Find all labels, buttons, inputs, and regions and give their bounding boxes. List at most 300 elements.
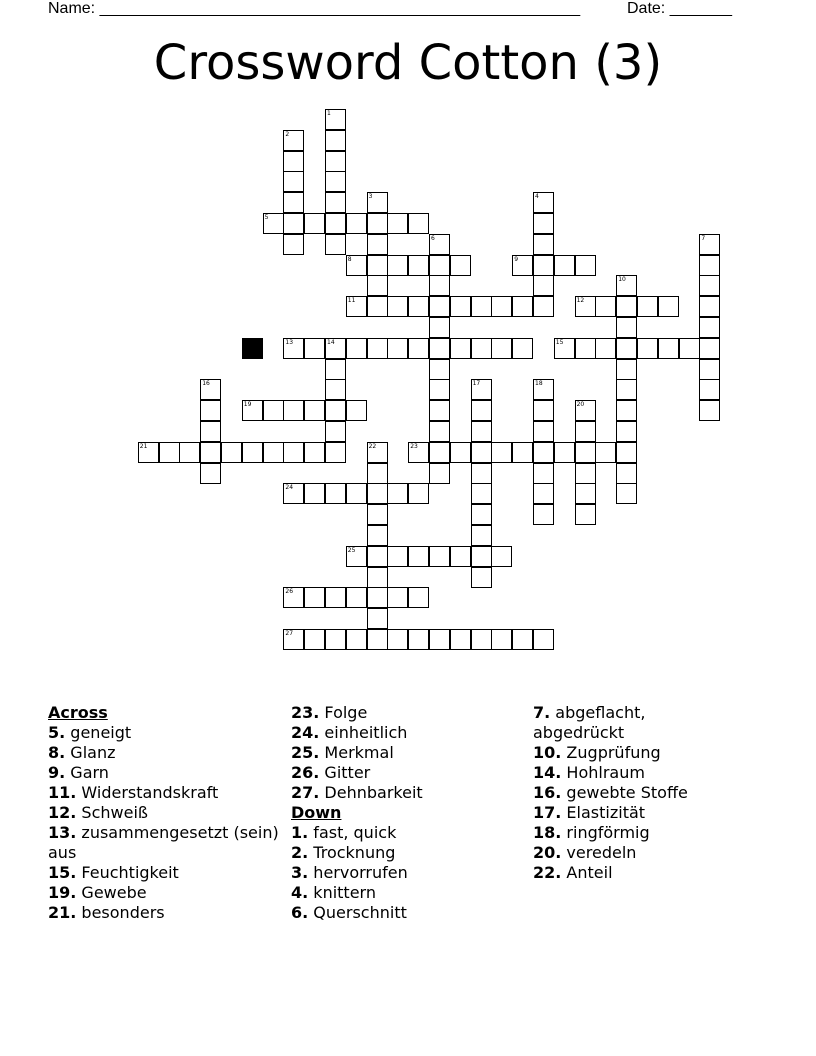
grid-cell[interactable]: [575, 400, 596, 421]
grid-cell[interactable]: [512, 255, 533, 276]
clue-number: 26: [285, 588, 294, 596]
grid-cell[interactable]: [450, 629, 471, 650]
grid-cell[interactable]: [283, 213, 304, 234]
grid-cell[interactable]: [471, 296, 492, 317]
grid-cell[interactable]: [429, 317, 450, 338]
clue-number: 19: [243, 401, 252, 409]
grid-cell[interactable]: [304, 629, 325, 650]
clue-item-text: zusammengesetzt (sein) aus: [48, 823, 279, 862]
grid-cell[interactable]: [408, 483, 429, 504]
grid-cell[interactable]: [387, 213, 408, 234]
clue-item-number: 5.: [48, 723, 66, 742]
clue-number: 27: [285, 630, 294, 637]
grid-cell[interactable]: [575, 338, 596, 359]
name-field-label: Name: ______________________________________________________: [48, 0, 581, 17]
clue-number: 2: [285, 130, 290, 138]
clue-item-number: 4.: [291, 883, 309, 902]
clue-item-text: geneigt: [65, 723, 132, 742]
clue-item: [48, 903, 288, 923]
grid-cell[interactable]: [491, 296, 512, 317]
clue-item: [533, 703, 733, 743]
grid-cell[interactable]: [387, 296, 408, 317]
grid-cell[interactable]: [387, 546, 408, 567]
grid-cell[interactable]: [367, 546, 388, 567]
clue-heading: Across: [48, 703, 108, 722]
grid-cell[interactable]: [471, 567, 492, 588]
clue-item-text: gewebte Stoffe: [561, 783, 688, 802]
grid-cell[interactable]: [283, 587, 304, 608]
clue-item-number: 26.: [291, 763, 320, 782]
clue-item-text: Trocknung: [308, 843, 396, 862]
grid-cell[interactable]: [429, 463, 450, 484]
grid-cell[interactable]: [491, 629, 512, 650]
clue-item: [533, 863, 733, 883]
grid-cell[interactable]: [533, 234, 554, 255]
grid-cell[interactable]: [658, 296, 679, 317]
grid-cell[interactable]: [367, 296, 388, 317]
grid-cell[interactable]: [471, 400, 492, 421]
clue-item-number: 20.: [533, 843, 562, 862]
grid-cell[interactable]: [471, 483, 492, 504]
clue-item-number: 24.: [291, 723, 320, 742]
grid-cell[interactable]: [616, 400, 637, 421]
clue-item: [533, 743, 733, 763]
grid-cell[interactable]: [554, 442, 575, 463]
grid-cell[interactable]: [367, 192, 388, 213]
grid-cell[interactable]: [367, 483, 388, 504]
grid-cell[interactable]: [699, 379, 720, 400]
clue-number: 24: [285, 484, 294, 492]
clue-number: 22: [368, 442, 377, 450]
clue-item: [48, 783, 288, 803]
clue-item-number: 7.: [533, 703, 551, 722]
clue-item: [291, 823, 531, 843]
grid-cell[interactable]: [325, 421, 346, 442]
clue-item: [533, 823, 733, 843]
clue-number: 18: [535, 380, 543, 388]
grid-cell[interactable]: [471, 504, 492, 525]
grid-cell[interactable]: [346, 255, 367, 276]
clue-item: [48, 743, 288, 763]
grid-cell[interactable]: [595, 338, 616, 359]
clue-number: 12: [576, 297, 585, 305]
grid-cell[interactable]: [325, 338, 346, 359]
grid-cell[interactable]: [325, 171, 346, 192]
grid-cell[interactable]: [491, 546, 512, 567]
clue-number: 4: [535, 193, 539, 201]
grid-cell[interactable]: [471, 525, 492, 546]
grid-cell[interactable]: [512, 338, 533, 359]
date-field-label: Date: _______: [627, 0, 732, 17]
grid-cell[interactable]: [325, 629, 346, 650]
grid-cell[interactable]: [263, 400, 284, 421]
grid-cell[interactable]: [450, 442, 471, 463]
grid-cell[interactable]: [367, 255, 388, 276]
grid-cell[interactable]: [263, 213, 284, 234]
grid-cell[interactable]: [242, 442, 263, 463]
clue-number: 11: [347, 297, 356, 305]
grid-cell[interactable]: [533, 213, 554, 234]
grid-cell[interactable]: [408, 296, 429, 317]
grid-cell[interactable]: [200, 421, 221, 442]
clue-item: [48, 723, 288, 743]
grid-cell[interactable]: [429, 629, 450, 650]
grid-cell[interactable]: [367, 442, 388, 463]
grid-cell[interactable]: [575, 442, 596, 463]
grid-cell[interactable]: [575, 463, 596, 484]
clue-item-number: 9.: [48, 763, 66, 782]
grid-cell[interactable]: [325, 379, 346, 400]
clue-item-number: 23.: [291, 703, 320, 722]
grid-cell[interactable]: [699, 255, 720, 276]
clue-item-text: Feuchtigkeit: [76, 863, 179, 882]
clue-item: [533, 783, 733, 803]
grid-cell[interactable]: [450, 546, 471, 567]
page-title: Crossword Cotton (3): [153, 35, 663, 91]
clue-item-text: hervorrufen: [308, 863, 408, 882]
grid-cell[interactable]: [533, 442, 554, 463]
clue-item-number: 11.: [48, 783, 77, 802]
grid-cell[interactable]: [200, 442, 221, 463]
grid-cell[interactable]: [283, 171, 304, 192]
grid-cell[interactable]: [533, 400, 554, 421]
grid-cell[interactable]: [367, 213, 388, 234]
clue-number: 6: [431, 234, 435, 242]
clue-item-number: 19.: [48, 883, 77, 902]
grid-cell[interactable]: [471, 463, 492, 484]
clue-column-1: [48, 703, 288, 923]
clue-item-number: 8.: [48, 743, 66, 762]
grid-cell[interactable]: [408, 629, 429, 650]
grid-cell[interactable]: [367, 525, 388, 546]
clue-item-number: 13.: [48, 823, 77, 842]
clue-item-number: 1.: [291, 823, 309, 842]
grid-cell[interactable]: [699, 234, 720, 255]
grid-cell[interactable]: [325, 483, 346, 504]
grid-cell[interactable]: [595, 296, 616, 317]
grid-cell[interactable]: [616, 275, 637, 296]
clue-item-text: Merkmal: [319, 743, 394, 762]
clue-number: 25: [347, 546, 356, 554]
clue-number: 13: [285, 338, 294, 346]
clue-number: 17: [472, 380, 481, 388]
grid-cell[interactable]: [387, 629, 408, 650]
grid-cell[interactable]: [408, 338, 429, 359]
grid-cell[interactable]: [429, 296, 450, 317]
grid-cell[interactable]: [159, 442, 180, 463]
clue-item-text: einheitlich: [319, 723, 408, 742]
grid-cell[interactable]: [533, 275, 554, 296]
grid-cell[interactable]: [408, 587, 429, 608]
clue-number: 16: [202, 380, 210, 388]
clue-item: [48, 863, 288, 883]
clue-item: [533, 763, 733, 783]
clue-item: [291, 703, 531, 723]
grid-cell[interactable]: [554, 255, 575, 276]
clue-item: [48, 823, 288, 863]
clue-number: 10: [618, 276, 626, 284]
grid-cell[interactable]: [283, 442, 304, 463]
grid-cell[interactable]: [616, 463, 637, 484]
grid-cell[interactable]: [679, 338, 700, 359]
grid-cell[interactable]: [512, 629, 533, 650]
clue-number: 3: [368, 193, 373, 201]
clue-item: [48, 763, 288, 783]
grid-cell[interactable]: [346, 338, 367, 359]
grid-cell[interactable]: [450, 338, 471, 359]
grid-cell[interactable]: [699, 400, 720, 421]
clue-item-number: 10.: [533, 743, 562, 762]
clue-item-text: Garn: [65, 763, 109, 782]
clue-item-number: 18.: [533, 823, 562, 842]
grid-cell[interactable]: [616, 359, 637, 380]
clue-number: 23: [410, 442, 418, 450]
grid-cell[interactable]: [616, 296, 637, 317]
grid-cell[interactable]: [575, 483, 596, 504]
clue-number: 5: [264, 214, 269, 221]
clue-item-number: 14.: [533, 763, 562, 782]
clue-item: [291, 763, 531, 783]
grid-cell[interactable]: [450, 296, 471, 317]
grid-cell[interactable]: [221, 442, 242, 463]
clue-item-number: 21.: [48, 903, 77, 922]
grid-cell[interactable]: [533, 629, 554, 650]
grid-cell[interactable]: [491, 442, 512, 463]
clue-item-text: veredeln: [561, 843, 637, 862]
grid-cell[interactable]: [200, 463, 221, 484]
grid-cell[interactable]: [367, 629, 388, 650]
grid-cell[interactable]: [346, 483, 367, 504]
grid-cell[interactable]: [325, 359, 346, 380]
grid-cell[interactable]: [367, 567, 388, 588]
grid-cell[interactable]: [367, 234, 388, 255]
grid-cell[interactable]: [699, 275, 720, 296]
grid-cell[interactable]: [699, 359, 720, 380]
grid-cell[interactable]: [304, 338, 325, 359]
grid-cell[interactable]: [533, 379, 554, 400]
clue-item-text: besonders: [76, 903, 165, 922]
grid-cell[interactable]: [429, 255, 450, 276]
grid-cell[interactable]: [616, 338, 637, 359]
grid-cell[interactable]: [533, 255, 554, 276]
grid-cell[interactable]: [304, 587, 325, 608]
clue-heading: Down: [291, 803, 342, 822]
clue-item: [533, 803, 733, 823]
grid-cell[interactable]: [283, 130, 304, 151]
grid-cell[interactable]: [304, 442, 325, 463]
grid-cell[interactable]: [367, 463, 388, 484]
grid-cell[interactable]: [471, 379, 492, 400]
clue-column-2: [291, 703, 531, 923]
grid-cell[interactable]: [616, 421, 637, 442]
clue-item-text: fast, quick: [308, 823, 397, 842]
grid-cell[interactable]: [533, 463, 554, 484]
clue-number: 9: [514, 255, 519, 263]
grid-cell[interactable]: [595, 442, 616, 463]
grid-cell[interactable]: [283, 338, 304, 359]
clue-item: [291, 863, 531, 883]
grid-cell[interactable]: [533, 192, 554, 213]
clue-item: [48, 803, 288, 823]
grid-cell[interactable]: [325, 192, 346, 213]
grid-cell[interactable]: [408, 213, 429, 234]
clue-item-text: Gitter: [319, 763, 371, 782]
grid-cell[interactable]: [387, 587, 408, 608]
grid-cell[interactable]: [346, 400, 367, 421]
grid-cell[interactable]: [242, 400, 263, 421]
clue-item: [533, 843, 733, 863]
clue-item-number: 2.: [291, 843, 309, 862]
grid-cell[interactable]: [533, 296, 554, 317]
grid-cell[interactable]: [325, 587, 346, 608]
grid-cell[interactable]: [491, 338, 512, 359]
grid-cell[interactable]: [616, 483, 637, 504]
clue-column-3: [533, 703, 733, 883]
clue-number: 8: [347, 255, 352, 263]
grid-cell[interactable]: [325, 400, 346, 421]
grid-cell[interactable]: [637, 338, 658, 359]
grid-cell[interactable]: [387, 483, 408, 504]
grid-cell[interactable]: [325, 151, 346, 172]
grid-cell[interactable]: [429, 442, 450, 463]
clue-item-text: ringförmig: [561, 823, 650, 842]
clue-item-text: Widerstandskraft: [76, 783, 219, 802]
grid-cell[interactable]: [346, 213, 367, 234]
grid-cell[interactable]: [408, 546, 429, 567]
grid-cell[interactable]: [471, 546, 492, 567]
black-cell: [242, 338, 263, 359]
clue-item-text: Glanz: [65, 743, 116, 762]
grid-cell[interactable]: [387, 255, 408, 276]
clue-item-number: 16.: [533, 783, 562, 802]
grid-cell[interactable]: [533, 504, 554, 525]
grid-cell[interactable]: [637, 296, 658, 317]
grid-cell[interactable]: [554, 338, 575, 359]
grid-cell[interactable]: [699, 317, 720, 338]
clue-item: [291, 723, 531, 743]
grid-cell[interactable]: [429, 546, 450, 567]
grid-cell[interactable]: [325, 234, 346, 255]
grid-cell[interactable]: [283, 400, 304, 421]
grid-cell[interactable]: [387, 338, 408, 359]
clue-number: 20: [576, 401, 585, 409]
clue-item-text: abgeflacht, abgedrückt: [533, 703, 646, 742]
grid-cell[interactable]: [304, 483, 325, 504]
grid-cell[interactable]: [283, 192, 304, 213]
grid-cell[interactable]: [304, 400, 325, 421]
clue-item: [48, 883, 288, 903]
clue-item-text: Dehnbarkeit: [319, 783, 423, 802]
grid-cell[interactable]: [367, 504, 388, 525]
grid-cell[interactable]: [575, 504, 596, 525]
grid-cell[interactable]: [325, 213, 346, 234]
grid-cell[interactable]: [471, 442, 492, 463]
clue-item: [291, 783, 531, 803]
grid-cell[interactable]: [367, 608, 388, 629]
grid-cell[interactable]: [616, 317, 637, 338]
grid-cell[interactable]: [138, 442, 159, 463]
grid-cell[interactable]: [533, 483, 554, 504]
clue-item: [291, 743, 531, 763]
grid-cell[interactable]: [367, 275, 388, 296]
clue-item-text: Querschnitt: [308, 903, 407, 922]
clue-number: 15: [555, 338, 564, 346]
grid-cell[interactable]: [616, 379, 637, 400]
grid-cell[interactable]: [471, 629, 492, 650]
grid-cell[interactable]: [533, 421, 554, 442]
grid-cell[interactable]: [304, 213, 325, 234]
clue-item-number: 3.: [291, 863, 309, 882]
grid-cell[interactable]: [346, 296, 367, 317]
grid-cell[interactable]: [575, 255, 596, 276]
grid-cell[interactable]: [429, 338, 450, 359]
grid-cell[interactable]: [283, 629, 304, 650]
grid-cell[interactable]: [450, 255, 471, 276]
grid-cell[interactable]: [429, 359, 450, 380]
grid-cell[interactable]: [325, 130, 346, 151]
clue-item: [291, 843, 531, 863]
grid-cell[interactable]: [658, 338, 679, 359]
grid-cell[interactable]: [429, 400, 450, 421]
grid-cell[interactable]: [263, 442, 284, 463]
grid-cell[interactable]: [471, 421, 492, 442]
grid-cell[interactable]: [367, 587, 388, 608]
clue-number: 7: [701, 234, 706, 242]
grid-cell[interactable]: [283, 483, 304, 504]
grid-cell[interactable]: [429, 421, 450, 442]
clue-number: 21: [139, 442, 148, 450]
grid-cell[interactable]: [699, 296, 720, 317]
grid-cell[interactable]: [283, 151, 304, 172]
grid-cell[interactable]: [471, 338, 492, 359]
grid-cell[interactable]: [179, 442, 200, 463]
grid-cell[interactable]: [575, 421, 596, 442]
clue-item-number: 12.: [48, 803, 77, 822]
grid-cell[interactable]: [200, 400, 221, 421]
grid-cell[interactable]: [512, 296, 533, 317]
grid-cell[interactable]: [512, 442, 533, 463]
clue-item-number: 22.: [533, 863, 562, 882]
grid-cell[interactable]: [325, 442, 346, 463]
grid-cell[interactable]: [200, 379, 221, 400]
clue-item-text: Hohlraum: [561, 763, 645, 782]
grid-cell[interactable]: [283, 234, 304, 255]
grid-cell[interactable]: [346, 587, 367, 608]
clue-item-number: 6.: [291, 903, 309, 922]
clue-item-number: 25.: [291, 743, 320, 762]
grid-cell[interactable]: [346, 546, 367, 567]
grid-cell[interactable]: [367, 338, 388, 359]
grid-cell[interactable]: [616, 442, 637, 463]
grid-cell[interactable]: [346, 629, 367, 650]
grid-cell[interactable]: [699, 338, 720, 359]
grid-cell[interactable]: [429, 275, 450, 296]
clue-item-text: Folge: [319, 703, 368, 722]
grid-cell[interactable]: [408, 255, 429, 276]
clue-item-number: 17.: [533, 803, 562, 822]
grid-cell[interactable]: [325, 109, 346, 130]
grid-cell[interactable]: [575, 296, 596, 317]
clue-number: 14: [327, 338, 335, 346]
grid-cell[interactable]: [408, 442, 429, 463]
grid-cell[interactable]: [429, 379, 450, 400]
clue-item-text: Zugprüfung: [561, 743, 661, 762]
clue-item-text: knittern: [308, 883, 376, 902]
clue-item-text: Gewebe: [76, 883, 147, 902]
clue-item: [291, 883, 531, 903]
grid-cell[interactable]: [429, 234, 450, 255]
clue-item-text: Anteil: [561, 863, 613, 882]
